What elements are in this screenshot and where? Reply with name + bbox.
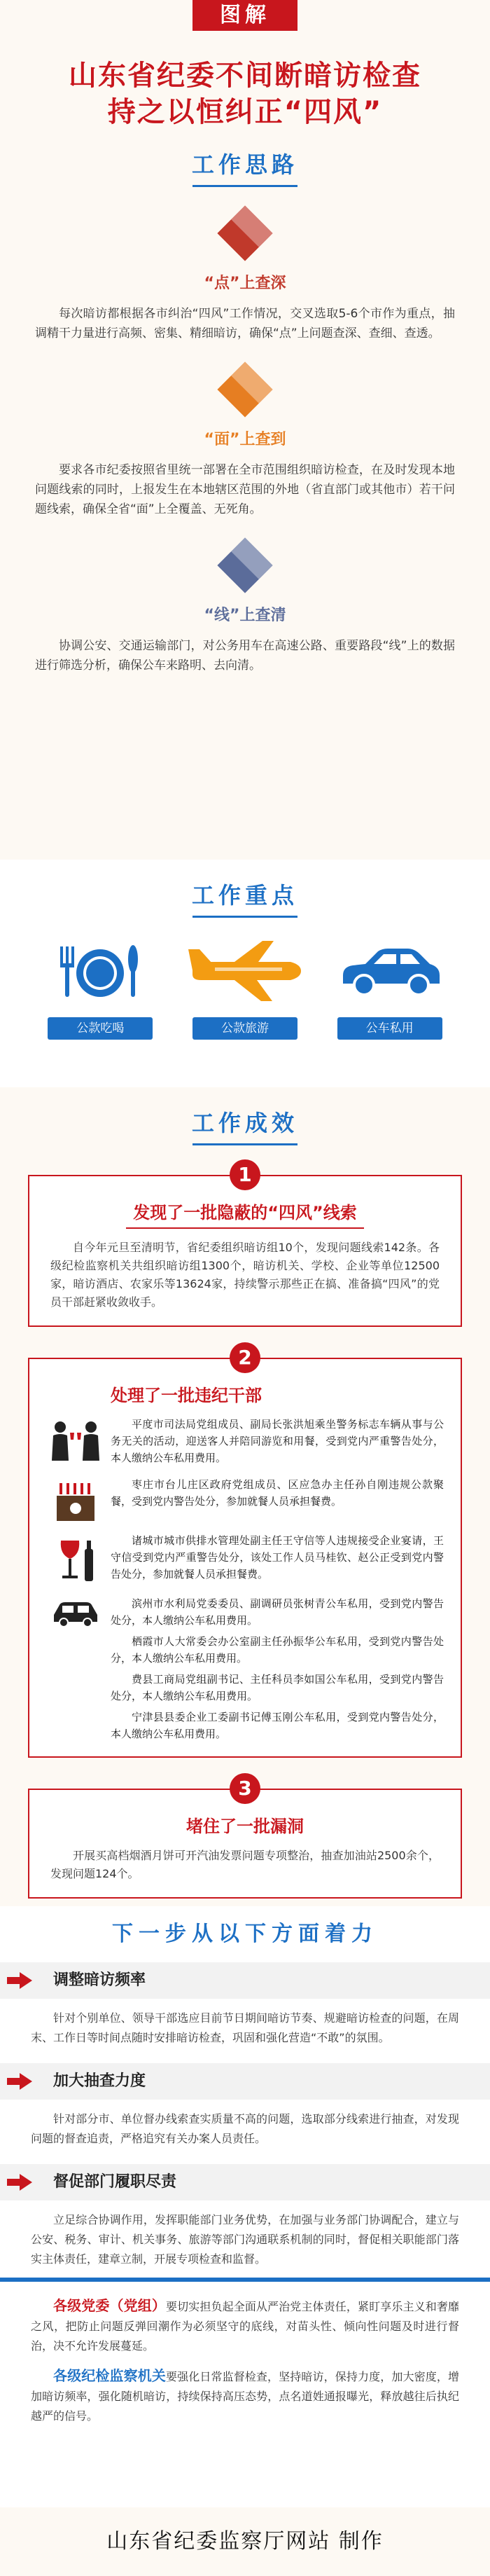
section-next-steps xyxy=(0,1906,490,2278)
header-tag: 图解 xyxy=(192,0,298,31)
airplane-icon xyxy=(186,936,304,1006)
result-item-1 xyxy=(0,1159,490,1327)
case-text: 诸城市城市供排水管理处副主任王守信等人违规接受企业宴请，王守信受到党内严重警告处分，该处工作人员马桂钦、赵公正受到党内警告处分，参加就餐人员承担餐费。 xyxy=(111,1534,444,1580)
result-number-2: 2 xyxy=(230,1342,260,1373)
step-text: 针对个别单位、领导干部选应目前节日期间暗访节奏、规避暗访检查的问题，在周末、工作日等时间点随时安排暗访检查，巩固和强化营造“不敢”的氛围。 xyxy=(31,2011,459,2044)
result-item-3 xyxy=(0,1773,490,1899)
result-number-3: 3 xyxy=(230,1773,260,1804)
result-box-3 xyxy=(28,1789,462,1899)
step-label: 调整暗访频率 xyxy=(53,1971,146,1989)
section-title-focus: 工作重点 xyxy=(191,882,298,909)
case-row xyxy=(41,1595,444,1742)
result-box-2 xyxy=(28,1358,462,1758)
dining-icon xyxy=(41,936,160,1006)
arrow-right-icon xyxy=(20,2174,32,2191)
focus-label-dining: 公款吃喝 xyxy=(48,1017,153,1040)
result-text-1: 自今年元旦至清明节，省纪委组织暗访组10个，发现问题线索142条。各级纪检监察机关共组织暗访组1300个，暗访机关、学校、企业等单位12500家，暗访酒店、农家乐等13624家，持续警示那些正在搞、准备搞“四风”的党员干部赶紧收敛收手。 xyxy=(50,1241,440,1309)
case-text: 平度市司法局党组成员、副局长张洪旭乘坐警务标志车辆从事与公务无关的活动，迎送客人并陪同游览和用餐，受到党内严重警告处分，本人缴纳公车私用费用。 xyxy=(111,1418,444,1464)
step-text: 立足综合协调作用，发挥职能部门业务优势，在加强与业务部门协调配合，建立与公安、税务、审计、机关事务、旅游等部门沟通联系机制的同时，督促相关职能部门落实主体责任，建章立制，开展专项检查和监督。 xyxy=(31,2213,459,2266)
duty-jw xyxy=(31,2366,459,2426)
car-case-list xyxy=(111,1595,444,1742)
step-label: 督促部门履职尽责 xyxy=(53,2173,177,2191)
result-title-1: 发现了一批隐蔽的“四风”线索 xyxy=(133,1203,357,1222)
result-number-1: 1 xyxy=(230,1159,260,1190)
step-bar xyxy=(0,2063,490,2100)
case-text: 费县工商局党组副书记、主任科员李如国公车私用，受到党内警告处分，本人缴纳公车私用费用。 xyxy=(111,1673,444,1702)
result-item-2 xyxy=(0,1342,490,1758)
step-bar xyxy=(0,2164,490,2200)
thinking-item-point xyxy=(0,205,490,343)
arrow-right-icon xyxy=(20,1972,32,1989)
section-work-focus xyxy=(0,860,490,1087)
blue-diamond-icon xyxy=(217,537,273,593)
result-title-underline xyxy=(126,1227,364,1229)
duty-party xyxy=(31,2296,459,2356)
red-diamond-icon xyxy=(217,205,273,261)
result-title-3: 堵住了一批漏洞 xyxy=(186,1817,304,1836)
step-label: 加大抽查力度 xyxy=(53,2072,146,2090)
duty-party-label: 各级党委（党组） xyxy=(53,2297,166,2314)
orange-diamond-icon xyxy=(217,361,273,418)
step-item xyxy=(0,1962,490,2056)
result-box-1 xyxy=(28,1175,462,1327)
thinking-text-surface: 要求各市纪委按照省里统一部署在全市范围组织暗访检查，在及时发现本地问题线索的同时，上报发生在本地辖区范围的外地（省直部门或其他市）若干问题线索，确保全省“面”上全覆盖、无死角。 xyxy=(35,463,455,516)
thinking-item-surface xyxy=(0,361,490,519)
arrow-right-icon xyxy=(20,2073,32,2090)
footer-credit: 山东省纪委监察厅网站 制作 xyxy=(106,2529,384,2554)
car-icon xyxy=(330,936,449,1006)
thinking-subtitle-surface: “面”上查到 xyxy=(204,431,286,448)
thinking-text-point: 每次暗访都根据各市纠治“四风”工作情况，交叉选取5-6个市作为重点，抽调精干力量进行高频、密集、精细暗访，确保“点”上问题查深、查细、查透。 xyxy=(35,307,455,340)
case-text: 滨州市水利局党委委员、副调研员张树青公车私用，受到党内警告处分，本人缴纳公车私用费用。 xyxy=(111,1597,444,1627)
thinking-subtitle-point: “点”上查深 xyxy=(204,275,286,292)
section-title-underline xyxy=(192,185,298,187)
thinking-item-line xyxy=(0,537,490,675)
case-row xyxy=(41,1416,444,1466)
thinking-text-line: 协调公安、交通运输部门，对公务用车在高速公路、重要路段“线”上的数据进行筛选分析，确保公车来路明、去向清。 xyxy=(35,639,455,673)
section-title-next: 下一步从以下方面着力 xyxy=(0,1913,490,1955)
header xyxy=(0,0,490,140)
focus-item-dining xyxy=(41,936,160,1040)
toast-icon xyxy=(41,1416,111,1462)
section-title-underline xyxy=(192,1143,298,1145)
duty-jw-text: 要强化日常监督检查，坚持暗访，保持力度，加大密度，增加暗访频率，强化随机暗访，持续保持高压态势，点名道姓通报曝光，释放越往后执纪越严的信号。 xyxy=(31,2370,459,2423)
car-small-icon xyxy=(41,1595,111,1627)
result-title-2: 处理了一批违纪干部 xyxy=(111,1386,262,1405)
step-text: 针对部分市、单位督办线索查实质量不高的问题，选取部分线索进行抽查，对发现问题的督查追责，严格追究有关办案人员责任。 xyxy=(31,2112,459,2145)
section-title-thinking: 工作思路 xyxy=(191,151,298,178)
gift-icon xyxy=(41,1476,111,1522)
case-text: 枣庄市台儿庄区政府党组成员、区应急办主任孙自刚违规公款聚餐，受到党内警告处分，参加就餐人员承担餐费。 xyxy=(111,1478,444,1508)
duty-jw-label: 各级纪检监察机关 xyxy=(53,2367,166,2384)
step-item xyxy=(0,2164,490,2278)
duty-party-text: 要切实担负起全面从严治党主体责任，紧盯享乐主义和奢靡之风，把防止问题反弹回潮作为必须坚守的底线，对苗头性、倾向性问题及时进行督治，决不允许发展蔓延。 xyxy=(31,2300,459,2353)
focus-label-travel: 公款旅游 xyxy=(192,1017,298,1040)
main-title-line1: 山东省纪委不间断暗访检查 xyxy=(69,60,421,92)
case-text: 栖霞市人大常委会办公室副主任孙振华公车私用，受到党内警告处分，本人缴纳公车私用费用。 xyxy=(111,1635,444,1665)
case-row xyxy=(41,1532,444,1585)
footer xyxy=(0,2507,490,2576)
result-text-3: 开展买高档烟酒月饼可开汽油发票问题专项整治，抽查加油站2500余个，发现问题124个。 xyxy=(50,1849,440,1880)
section-title-results: 工作成效 xyxy=(191,1110,298,1136)
wine-icon xyxy=(41,1532,111,1585)
focus-item-travel xyxy=(186,936,304,1040)
focus-items xyxy=(0,918,490,1040)
step-bar xyxy=(0,1962,490,1999)
focus-label-car: 公车私用 xyxy=(337,1017,442,1040)
section-work-results xyxy=(0,1087,490,1906)
section-duty xyxy=(0,2278,490,2507)
step-item xyxy=(0,2063,490,2157)
thinking-subtitle-line: “线”上查清 xyxy=(204,607,286,624)
case-text: 宁津县县委企业工委副书记傅玉刚公车私用，受到党内警告处分，本人缴纳公车私用费用。 xyxy=(111,1711,444,1740)
section-work-thinking xyxy=(0,140,490,860)
focus-item-car xyxy=(330,936,449,1040)
main-title-line2: 持之以恒纠正“四风” xyxy=(107,96,383,128)
case-row xyxy=(41,1476,444,1522)
